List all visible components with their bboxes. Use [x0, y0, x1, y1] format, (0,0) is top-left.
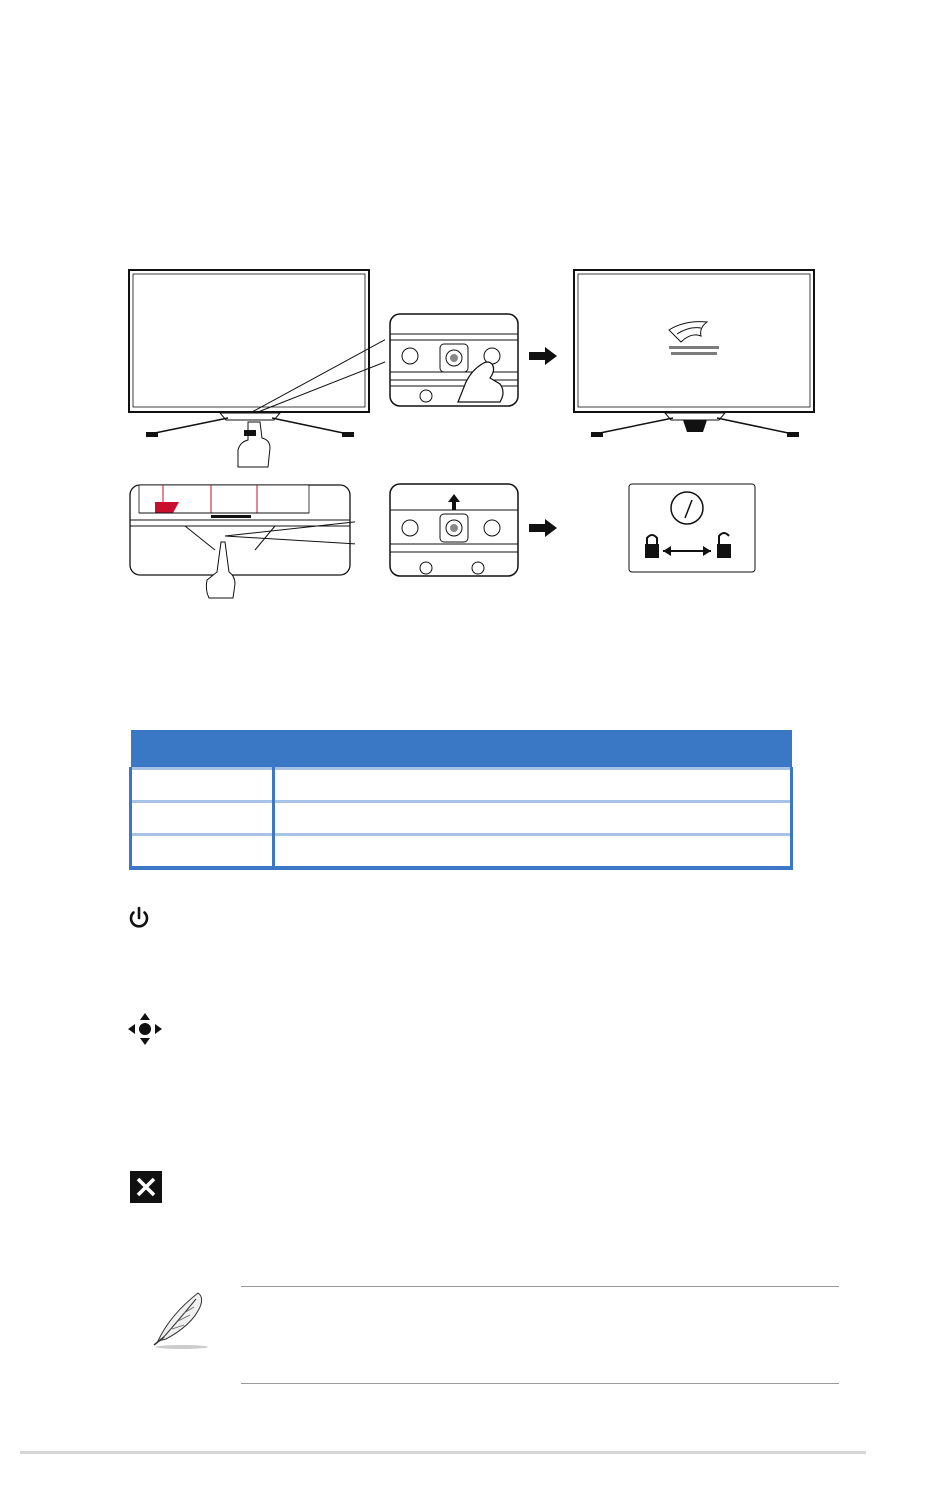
table-row [131, 802, 792, 835]
table-cell [273, 835, 792, 869]
arrow-right-1 [527, 346, 559, 366]
monitor-front-rog-logo [565, 262, 830, 472]
table-cell [273, 802, 792, 835]
power-icon [125, 905, 153, 931]
monitor-osd-two-finger-press [125, 480, 355, 605]
table-header-cell [273, 730, 792, 769]
table-cell [273, 769, 792, 802]
feather-note-icon [148, 1285, 214, 1351]
table-row [131, 769, 792, 802]
control-panel-power-press [388, 312, 520, 408]
table-cell [131, 835, 274, 869]
table-cell [131, 769, 274, 802]
note-top-rule [241, 1286, 839, 1287]
five-way-joystick-icon [126, 1011, 164, 1047]
table-row [131, 835, 792, 869]
arrow-right-2 [527, 518, 559, 538]
monitor-front-blank [120, 262, 385, 472]
table-header-row [131, 730, 792, 769]
close-x-icon [130, 1171, 162, 1203]
table-cell [131, 802, 274, 835]
table-header-cell [131, 730, 274, 769]
key-table [129, 730, 793, 870]
note-bottom-rule [241, 1383, 839, 1384]
control-panel-joystick-up [388, 482, 520, 578]
key-lock-toggle [627, 482, 757, 574]
footer-rule [20, 1451, 866, 1454]
